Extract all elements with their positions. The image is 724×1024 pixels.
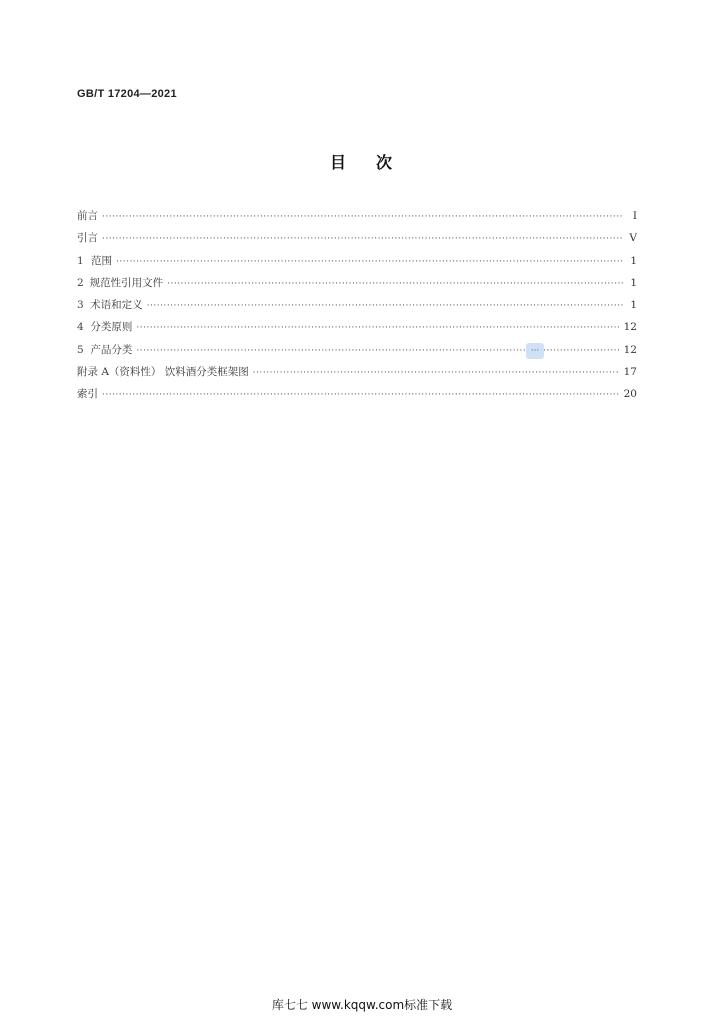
toc-leader-dots <box>136 346 619 356</box>
toc-entry-number: 4 <box>77 321 84 334</box>
selection-marker[interactable]: ··· <box>526 343 544 359</box>
footer-watermark: 库七七 www.kqqw.com标准下载 <box>271 998 453 1012</box>
toc-entry-number: 3 <box>77 299 84 312</box>
toc-title-char-1: 目 <box>329 153 348 172</box>
toc-leader-dots <box>102 212 623 222</box>
toc-entry-page: 1 <box>630 276 637 289</box>
toc-entry-index[interactable] <box>77 386 637 408</box>
toc-leader-dots <box>147 301 623 311</box>
toc-entry-foreword[interactable] <box>77 208 637 230</box>
toc-entry-label: 产品分类 <box>90 343 133 356</box>
toc-entry-label: 前言 <box>77 210 98 222</box>
toc-entry-page: Ⅴ <box>629 232 637 245</box>
toc-entry-label: 引言 <box>77 232 98 245</box>
toc-entry-annex-a[interactable] <box>77 364 637 386</box>
toc-entry-number: 2 <box>77 276 84 289</box>
standard-code: GB/T 17204—2021 <box>77 88 177 100</box>
toc-entry-normative-references[interactable] <box>77 275 637 297</box>
toc-leader-dots <box>102 234 623 244</box>
toc-leader-dots <box>102 390 620 400</box>
toc-entry-page: 20 <box>623 388 637 401</box>
toc-entry-label: 规范性引用文件 <box>89 276 164 289</box>
toc-entry-terms-definitions[interactable] <box>77 297 637 319</box>
toc-entry-label: 附录 A（资料性） 饮料酒分类框架图 <box>77 366 249 379</box>
toc-entry-page: 12 <box>623 321 637 334</box>
toc-title-char-2: 次 <box>376 153 395 172</box>
toc-entry-page: 1 <box>630 254 637 267</box>
toc-entry-product-classification[interactable] <box>77 342 637 364</box>
toc-leader-dots <box>136 323 619 333</box>
toc-entry-page: 1 <box>630 299 637 312</box>
toc-leader-dots <box>253 368 620 378</box>
toc-entry-page: Ⅰ <box>632 210 637 222</box>
toc-entry-label: 索引 <box>77 388 98 401</box>
toc-entry-introduction[interactable] <box>77 230 637 252</box>
toc-entry-number: 5 <box>77 343 84 356</box>
toc-entry-page: 12 <box>623 343 637 356</box>
toc-title <box>0 150 724 173</box>
toc-leader-dots <box>167 279 623 289</box>
toc-entry-page: 17 <box>623 366 637 379</box>
toc-entry-classification-principles[interactable] <box>77 319 637 341</box>
toc-entry-label: 术语和定义 <box>90 299 143 312</box>
toc-leader-dots <box>116 257 623 267</box>
toc-entry-label: 范围 <box>91 254 112 267</box>
toc-entry-scope[interactable] <box>77 253 637 275</box>
toc-entry-number: 1 <box>77 254 84 267</box>
toc-entry-label: 分类原则 <box>90 321 133 334</box>
toc-list <box>77 208 637 409</box>
